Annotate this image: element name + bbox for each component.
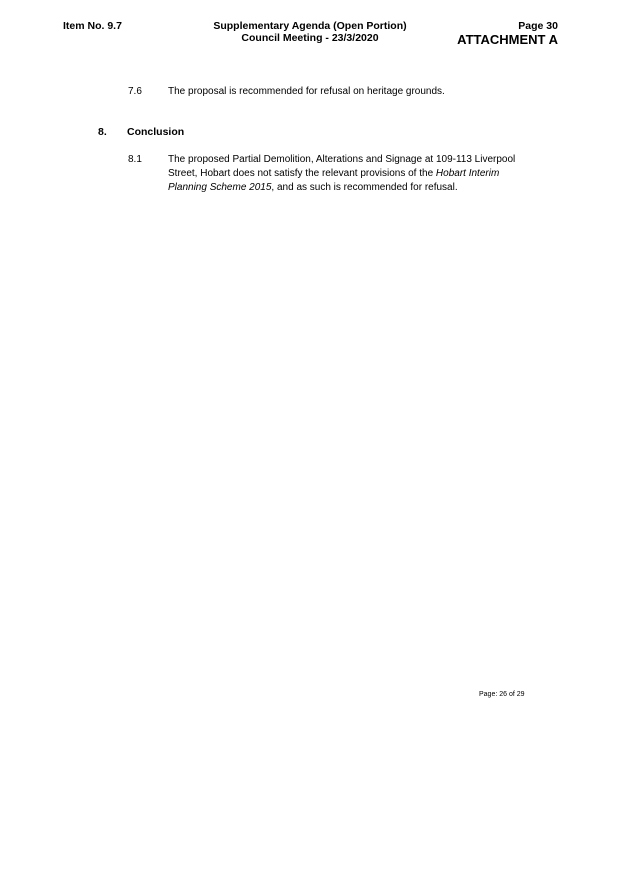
- section-heading-conclusion: Conclusion: [127, 126, 185, 138]
- paragraph-text-7-6: The proposal is recommended for refusal on heritage grounds.: [168, 86, 445, 97]
- agenda-title: Supplementary Agenda (Open Portion): [213, 20, 407, 32]
- paragraph-number-7-6: 7.6: [128, 86, 142, 97]
- page-header-right: [457, 20, 558, 47]
- document-header-title: [200, 20, 420, 44]
- planning-scheme-title: Hobart Interim Planning Scheme 2015: [168, 168, 500, 193]
- paragraph-text-8-1-end: , and as such is recommended for refusal.: [271, 182, 458, 193]
- attachment-label: ATTACHMENT A: [457, 32, 558, 47]
- paragraph-text-8-1-start: The proposed Partial Demolition, Alterations and Signage at 109-113 Liverpool Street, Hobart does not satisfy the relevant provisions of the: [168, 154, 516, 179]
- page-number: Page 30: [518, 20, 558, 32]
- page-footer-count: Page: 26 of 29: [479, 691, 525, 698]
- meeting-date: Council Meeting - 23/3/2020: [241, 32, 379, 44]
- section-number-8: 8.: [98, 126, 107, 138]
- paragraph-number-8-1: 8.1: [128, 154, 142, 165]
- item-number: Item No. 9.7: [63, 20, 122, 32]
- paragraph-text-8-1: [168, 153, 518, 195]
